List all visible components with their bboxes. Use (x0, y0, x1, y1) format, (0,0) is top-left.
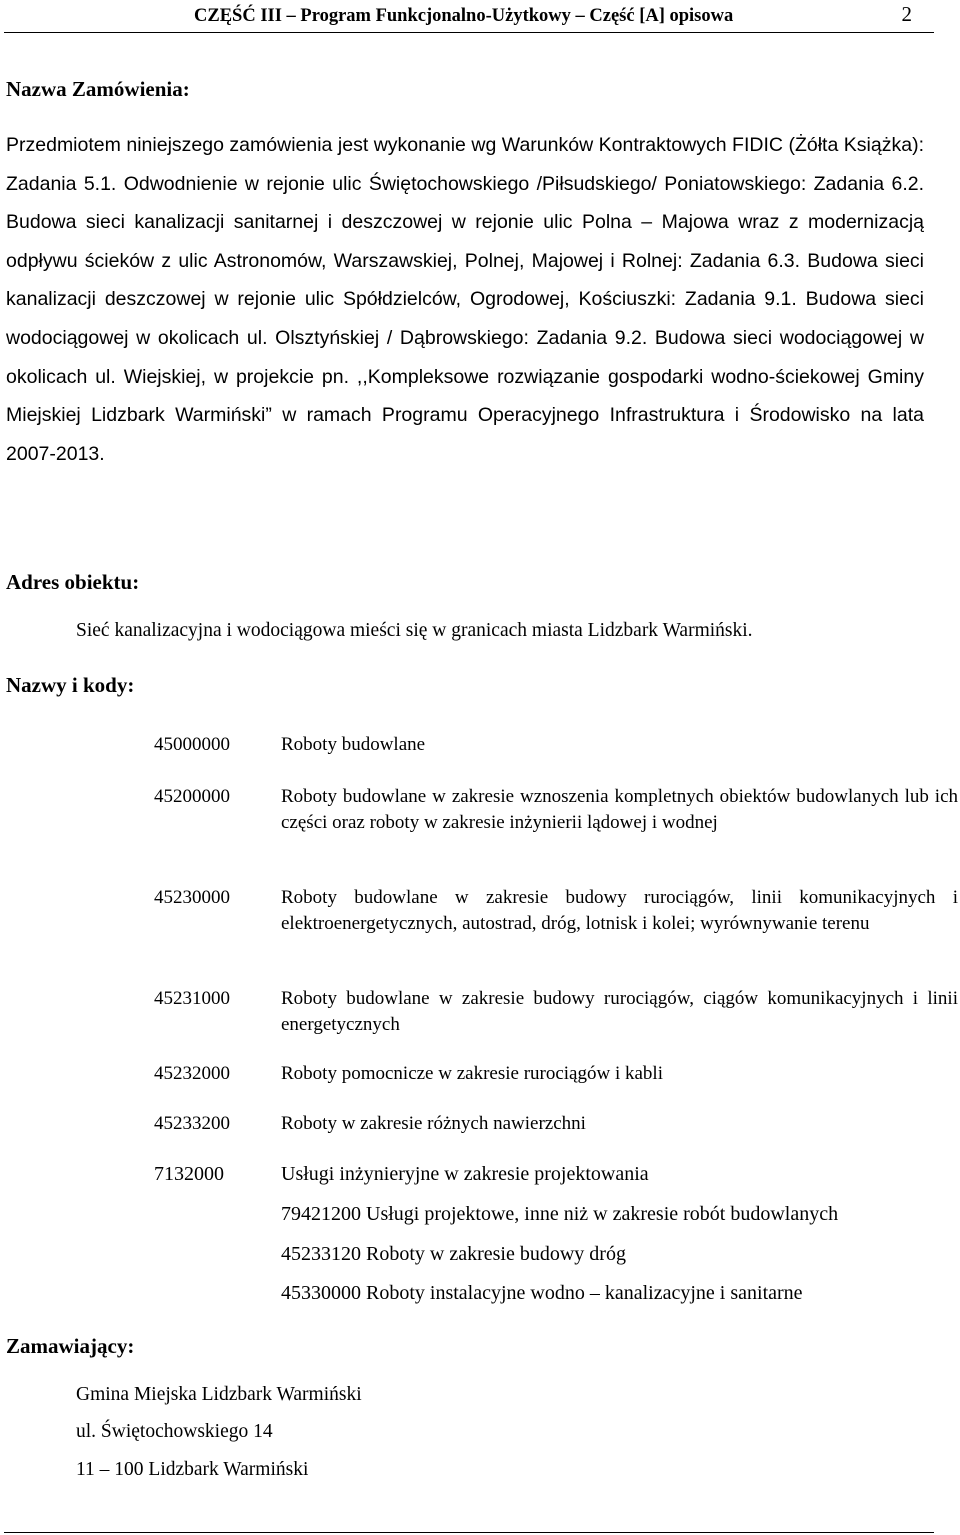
order-description-paragraph: Przedmiotem niniejszego zamówienia jest wykonanie wg Warunków Kontraktowych FIDIC (Żółta Książka): Zadania 5.1. Odwodnienie w rejonie ulic Świętochowskiego /Piłsudskiego/ Poniatowskiego: Zadania 6.2. Budowa sieci kanalizacji sanitarnej i deszczowej w rejonie ulic Polna – Majowa wraz z modernizacją odpływu ścieków z ulic Astronomów, Warszawskiej, Polnej, Majowej i Rolnej: Zadania 6.3. Budowa sieci kanalizacji deszczowej w rejonie ulic Spółdzielców, Ogrodowej, Kościuszki: Zadania 9.1. Budowa sieci wodociągowej w okolicach ul. Olsztyńskiej / Dąbrowskiego: Zadania 9.2. Budowa sieci wodociągowej w okolicach ul. Wiejskiej, w projekcie pn. ,,Kompleksowe rozwiązanie gospodarki wodno-ściekowej Gminy Miejskiej Lidzbark Warmiński” w ramach Programu Operacyjnego Infrastruktura i Środowisko na lata 2007-2013. (6, 134, 924, 465)
page-header (4, 0, 934, 33)
order-name-heading: Nazwa Zamówienia: (6, 77, 190, 101)
object-address-heading: Adres obiektu: (6, 570, 140, 594)
cpv-description: Usługi inżynieryjne w zakresie projektowania (281, 1163, 649, 1185)
cpv-code: 45230000 (154, 887, 230, 908)
cpv-description: Roboty budowlane w zakresie wznoszenia kompletnych obiektów budowlanych lub ich części oraz roboty w zakresie inżynierii lądowej i wodnej (281, 786, 958, 833)
cpv-description: Roboty pomocnicze w zakresie rurociągów i kabli (281, 1063, 663, 1084)
cpv-code: 45232000 (154, 1063, 230, 1084)
cpv-description: Roboty budowlane w zakresie budowy rurociągów, ciągów komunikacyjnych i linii energetycznych (281, 988, 958, 1035)
ordering-party-street: ul. Świętochowskiego 14 (76, 1421, 273, 1442)
cpv-description: Roboty w zakresie różnych nawierzchni (281, 1113, 586, 1134)
codes-heading: Nazwy i kody: (6, 673, 135, 697)
cpv-description: Roboty budowlane w zakresie budowy rurociągów, linii komunikacyjnych i elektroenergetycznych, autostrad, dróg, lotnisk i kolei; wyrównywanie terenu (281, 887, 958, 934)
footer-divider (4, 1532, 934, 1533)
ordering-party-city: 11 – 100 Lidzbark Warmiński (76, 1459, 309, 1480)
ordering-party-heading: Zamawiający: (6, 1334, 135, 1358)
cpv-description: Roboty budowlane (281, 734, 426, 755)
object-address-text: Sieć kanalizacyjna i wodociągowa mieści się w granicach miasta Lidzbark Warmiński. (76, 620, 753, 641)
page-number: 2 (901, 2, 912, 26)
sub-code-item: 45233120 Roboty w zakresie budowy dróg (281, 1243, 626, 1265)
cpv-code: 45000000 (154, 734, 230, 755)
cpv-code: 45233200 (154, 1113, 230, 1134)
document-title: CZĘŚĆ III – Program Funkcjonalno-Użytkowy – Część [A] opisowa (194, 6, 734, 26)
ordering-party-name: Gmina Miejska Lidzbark Warmiński (76, 1384, 362, 1405)
sub-code-item: 79421200 Usługi projektowe, inne niż w zakresie robót budowlanych (281, 1203, 839, 1225)
cpv-code: 45200000 (154, 786, 230, 807)
cpv-code: 7132000 (154, 1163, 224, 1185)
sub-code-item: 45330000 Roboty instalacyjne wodno – kanalizacyjne i sanitarne (281, 1282, 803, 1304)
cpv-code: 45231000 (154, 988, 230, 1009)
